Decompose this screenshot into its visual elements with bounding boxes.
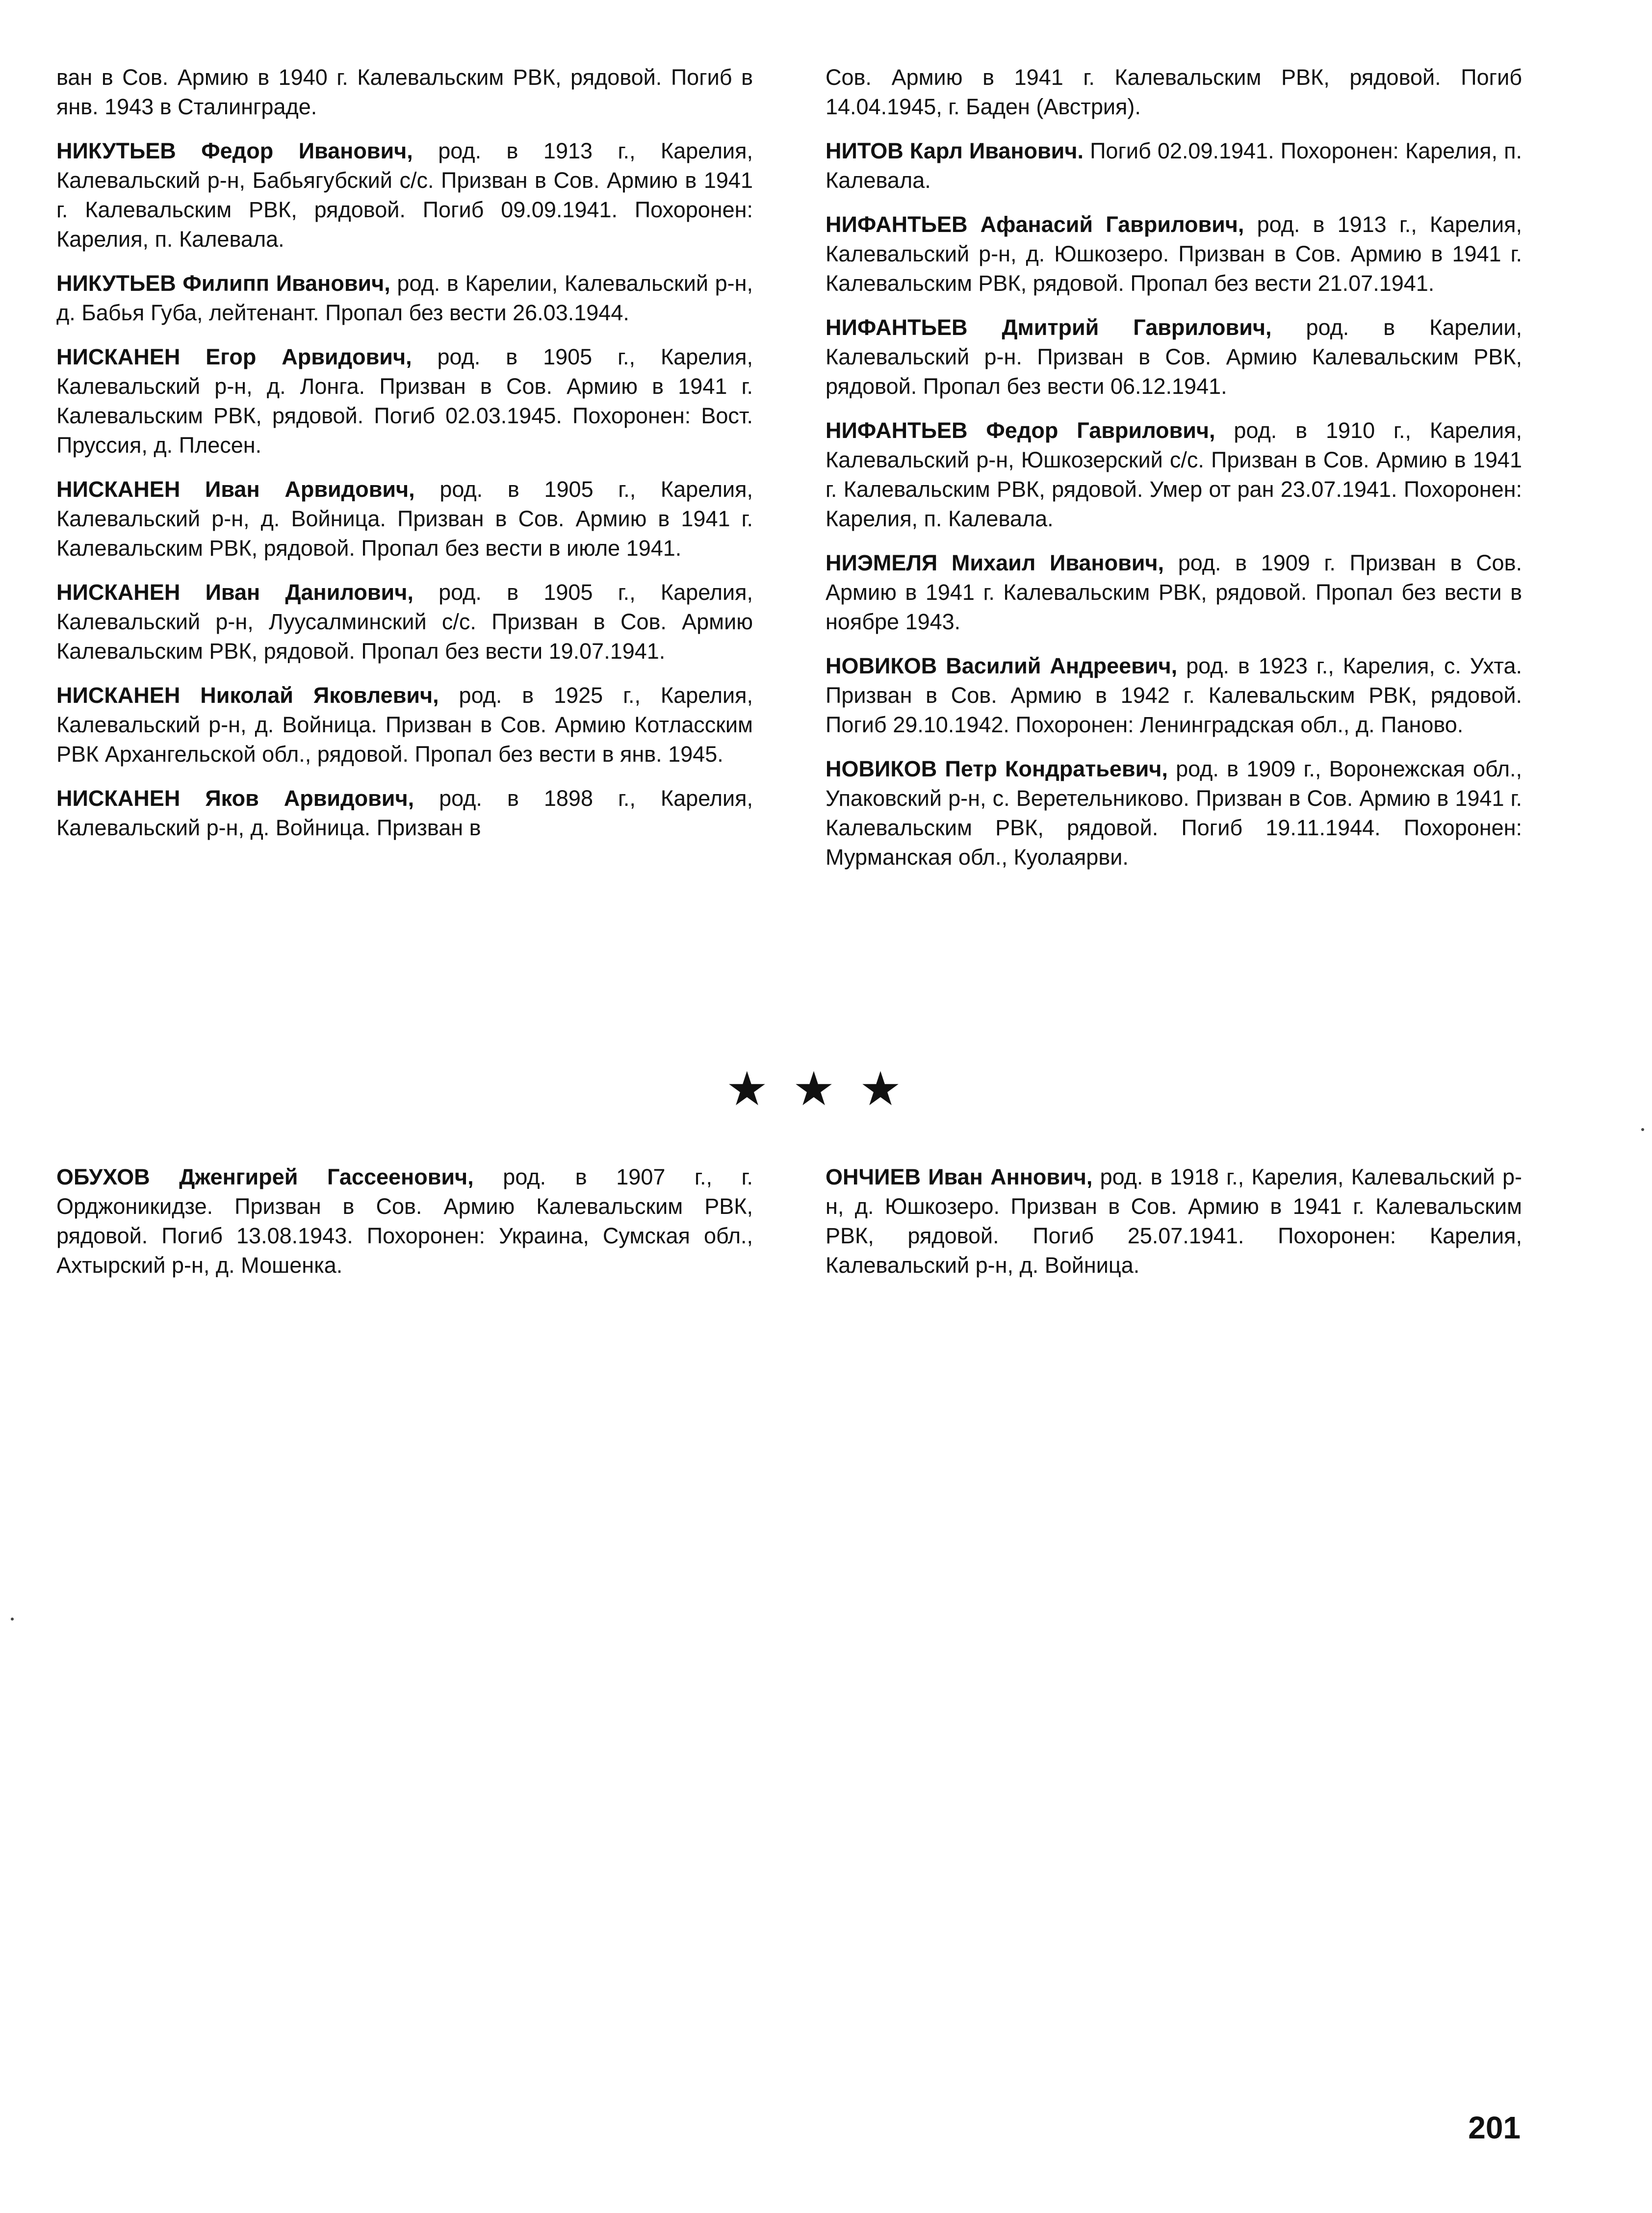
entry-text: род. в 1923 г., Карелия, с. Ухта. Призван в Сов. Армию в 1942 г. Калевальским РВК, рядовой. Погиб 29.10.1942. Похоронен: Ленинградская обл., д. Паново. — [826, 653, 1522, 737]
entry-text: род. в 1925 г., Карелия, Калевальский р-н, д. Войница. Призван в Сов. Армию Котласским РВК Архангельской обл., рядовой. Пропал без вести в янв. 1945. — [56, 683, 753, 767]
bottom-left-column — [56, 1162, 753, 1295]
entry-name: НИЭМЕЛЯ Михаил Иванович, — [826, 550, 1164, 575]
entry-text: род. в Карелии, Калевальский р-н. Призван в Сов. Армию Калевальским РВК, рядовой. Пропал без вести 06.12.1941. — [826, 315, 1523, 399]
entry-name: НИТОВ Карл Иванович. — [826, 138, 1084, 163]
register-entry — [56, 342, 753, 460]
entry-text: род. в 1909 г. Призван в Сов. Армию в 1941 г. Калевальским РВК, рядовой. Пропал без вести в ноябре 1943. — [826, 550, 1522, 634]
entry-text: род. в Карелии, Калевальский р-н, д. Бабья Губа, лейтенант. Пропал без вести 26.03.1944. — [56, 271, 753, 325]
register-entry — [826, 210, 1522, 298]
entry-text: род. в 1910 г., Карелия, Калевальский р-н, Юшкозерский с/с. Призван в Сов. Армию в 1941 г. Калевальским РВК, рядовой. Умер от ран 23.07.1941. Похоронен: Карелия, п. Калевала. — [826, 418, 1522, 531]
continued-entry-text: ван в Сов. Армию в 1940 г. Калевальским РВК, рядовой. Погиб в янв. 1943 в Сталинграде. — [56, 65, 753, 119]
register-entry — [826, 548, 1522, 637]
bottom-right-column — [826, 1162, 1522, 1295]
register-entry — [826, 136, 1522, 195]
entry-name: НИФАНТЬЕВ Федор Гаврилович, — [826, 418, 1215, 443]
register-entry — [56, 136, 753, 254]
entry-text: род. в 1918 г., Карелия, Калевальский р-н, д. Юшкозеро. Призван в Сов. Армию в 1941 г. Калевальским РВК, рядовой. Погиб 25.07.1941. Похоронен: Карелия, Калевальский р-н, д. Войница. — [826, 1164, 1522, 1278]
entry-text: род. в 1898 г., Карелия, Калевальский р-н, д. Войница. Призван в — [56, 786, 753, 840]
entry-text: род. в 1909 г., Воронежская обл., Упаковский р-н, с. Веретельниково. Призван в Сов. Армию в 1941 г. Калевальским РВК, рядовой. Погиб 19.11.1944. Похоронен: Мурманская обл., Куолаярви. — [826, 756, 1523, 870]
entry-name: ОБУХОВ Дженгирей Гассеенович, — [56, 1164, 474, 1189]
register-entry — [826, 416, 1522, 534]
entry-name: НИСКАНЕН Николай Яковлевич, — [56, 683, 439, 708]
entry-text: род. в 1907 г., г. Орджоникидзе. Призван в Сов. Армию Калевальским РВК, рядовой. Погиб 13.08.1943. Похоронен: Украина, Сумская обл., Ахтырский р-н, д. Мошенка. — [56, 1164, 753, 1278]
register-entry — [826, 754, 1522, 872]
register-entry — [56, 578, 753, 666]
entry-name: НОВИКОВ Петр Кондратьевич, — [826, 756, 1168, 781]
register-entry — [56, 681, 753, 769]
register-entry — [826, 1162, 1522, 1280]
register-entry — [56, 475, 753, 563]
page-number: 201 — [1468, 2110, 1521, 2145]
entry-name: НИСКАНЕН Иван Данилович, — [56, 580, 413, 605]
register-entry — [826, 651, 1522, 740]
entry-name: ОНЧИЕВ Иван Аннович, — [826, 1164, 1093, 1189]
scan-speck — [11, 1618, 14, 1621]
register-entry — [826, 313, 1522, 401]
top-left-column — [56, 63, 753, 857]
entry-name: НОВИКОВ Василий Андреевич, — [826, 653, 1178, 678]
register-entry — [56, 269, 753, 328]
entry-name: НИКУТЬЕВ Федор Иванович, — [56, 138, 413, 163]
entry-name: НИСКАНЕН Иван Арвидович, — [56, 477, 415, 502]
entry-name: НИСКАНЕН Егор Арвидович, — [56, 344, 412, 369]
entry-text: род. в 1913 г., Карелия, Калевальский р-н, Бабьягубский с/с. Призван в Сов. Армию в 1941 г. Калевальским РВК, рядовой. Погиб 09.09.1941. Похоронен: Карелия, п. Калевала. — [56, 138, 753, 252]
entry-name: НИСКАНЕН Яков Арвидович, — [56, 786, 414, 811]
entry-text: род. в 1905 г., Карелия, Калевальский р-н, Луусалминский с/с. Призван в Сов. Армию Калевальским РВК, рядовой. Пропал без вести 19.07.1941. — [56, 580, 753, 664]
entry-text: род. в 1913 г., Карелия, Калевальский р-н, д. Юшкозеро. Призван в Сов. Армию в 1941 г. Калевальским РВК, рядовой. Пропал без вести 21.07.1941. — [826, 212, 1522, 296]
entry-name: НИФАНТЬЕВ Дмитрий Гаврилович, — [826, 315, 1272, 340]
entry-name: НИФАНТЬЕВ Афанасий Гаврилович, — [826, 212, 1244, 237]
continued-entry-text: Сов. Армию в 1941 г. Калевальским РВК, рядовой. Погиб 14.04.1945, г. Баден (Австрия). — [826, 65, 1522, 119]
register-entry — [56, 1162, 753, 1280]
scan-speck — [1641, 1128, 1644, 1131]
entry-text: Погиб 02.09.1941. Похоронен: Карелия, п. Калевала. — [826, 138, 1522, 193]
entry-text: род. в 1905 г., Карелия, Калевальский р-н, д. Лонга. Призван в Сов. Армию в 1941 г. Калевальским РВК, рядовой. Погиб 02.03.1945. Похоронен: Вост. Пруссия, д. Плесен. — [56, 344, 753, 458]
register-entry — [56, 784, 753, 843]
entry-text: род. в 1905 г., Карелия, Калевальский р-н, д. Войница. Призван в Сов. Армию в 1941 г. Калевальским РВК, рядовой. Пропал без вести в июле 1941. — [56, 477, 753, 561]
top-right-column — [826, 63, 1522, 887]
entry-name: НИКУТЬЕВ Филипп Иванович, — [56, 271, 390, 296]
section-separator-stars: ★★★ — [725, 1061, 927, 1116]
